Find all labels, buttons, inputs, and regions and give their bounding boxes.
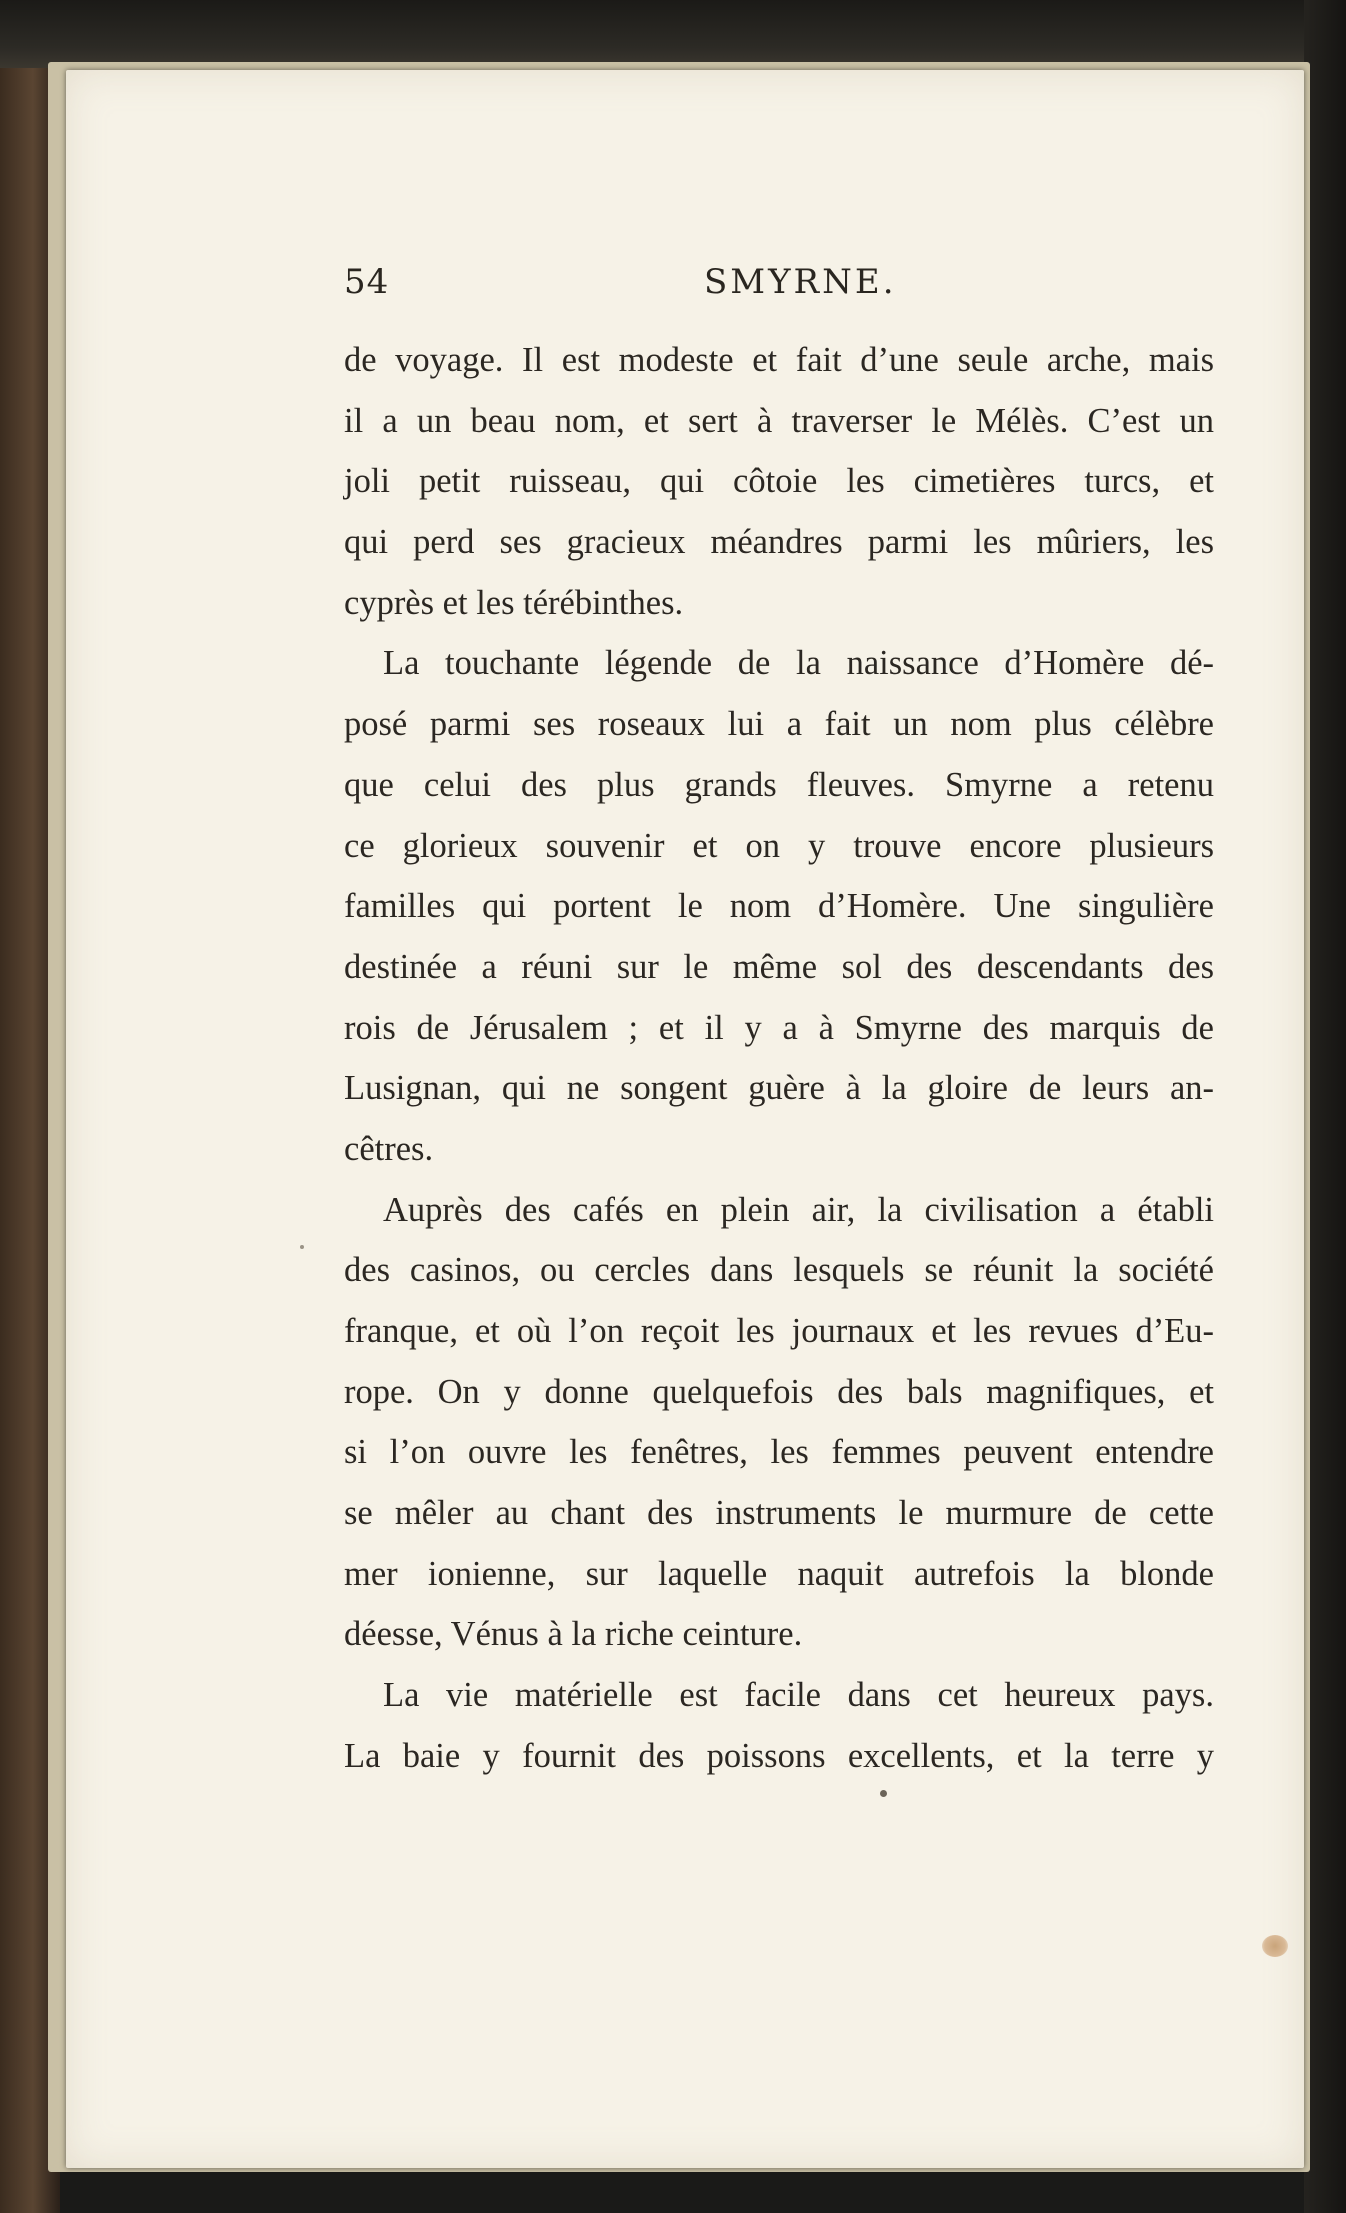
text-line: mer ionienne, sur laquelle naquit autrefois la blonde	[344, 1554, 1214, 1593]
text-line: des casinos, ou cercles dans lesquels se réunit la société	[344, 1251, 1214, 1290]
text-line: ce glorieux souvenir et on y trouve encore plusieurs	[344, 826, 1214, 865]
text-line: La touchante légende de la naissance d’Homère dé-	[383, 644, 1214, 683]
text-line: que celui des plus grands fleuves. Smyrne a retenu	[344, 765, 1214, 804]
text-line: franque, et où l’on reçoit les journaux et les revues d’Eu-	[344, 1312, 1214, 1350]
ink-speck	[300, 1245, 304, 1249]
text-line: cêtres.	[344, 1129, 434, 1168]
running-head: SMYRNE.	[704, 262, 897, 302]
text-line: Auprès des cafés en plein air, la civilisation a établi	[383, 1190, 1214, 1229]
text-line: familles qui portent le nom d’Homère. Une singulière	[344, 887, 1214, 926]
text-line: qui perd ses gracieux méandres parmi les mûriers, les	[344, 523, 1214, 562]
book-board-top	[0, 0, 1346, 68]
page-number: 54	[344, 262, 390, 302]
text-line: cyprès et les térébinthes.	[344, 583, 684, 622]
text-line: de voyage. Il est modeste et fait d’une seule arche, mais	[344, 341, 1214, 379]
text-line: destinée a réuni sur le même sol des descendants des	[344, 947, 1214, 986]
text-line: se mêler au chant des instruments le murmure de cette	[344, 1494, 1214, 1533]
text-line: joli petit ruisseau, qui côtoie les cimetières turcs, et	[344, 462, 1214, 501]
text-line: Lusignan, qui ne songent guère à la gloire de leurs an-	[344, 1069, 1214, 1108]
text-line: rois de Jérusalem ; et il y a à Smyrne des marquis de	[344, 1008, 1214, 1047]
text-line: La vie matérielle est facile dans cet heureux pays.	[383, 1676, 1214, 1715]
ink-speck	[880, 1790, 887, 1797]
text-line: déesse, Vénus à la riche ceinture.	[344, 1615, 803, 1654]
foxing-stain	[1262, 1935, 1288, 1957]
text-line: posé parmi ses roseaux lui a fait un nom plus célèbre	[344, 705, 1214, 744]
text-line: si l’on ouvre les fenêtres, les femmes peuvent entendre	[344, 1433, 1214, 1472]
text-line: La baie y fournit des poissons excellents, et la terre y	[344, 1736, 1214, 1775]
text-line: rope. On y donne quelquefois des bals magnifiques, et	[344, 1372, 1214, 1411]
book-board-right	[1304, 0, 1346, 2213]
page-header	[344, 262, 1231, 312]
text-line: il a un beau nom, et sert à traverser le Mélès. C’est un	[344, 401, 1214, 440]
body-text	[344, 330, 1214, 1787]
